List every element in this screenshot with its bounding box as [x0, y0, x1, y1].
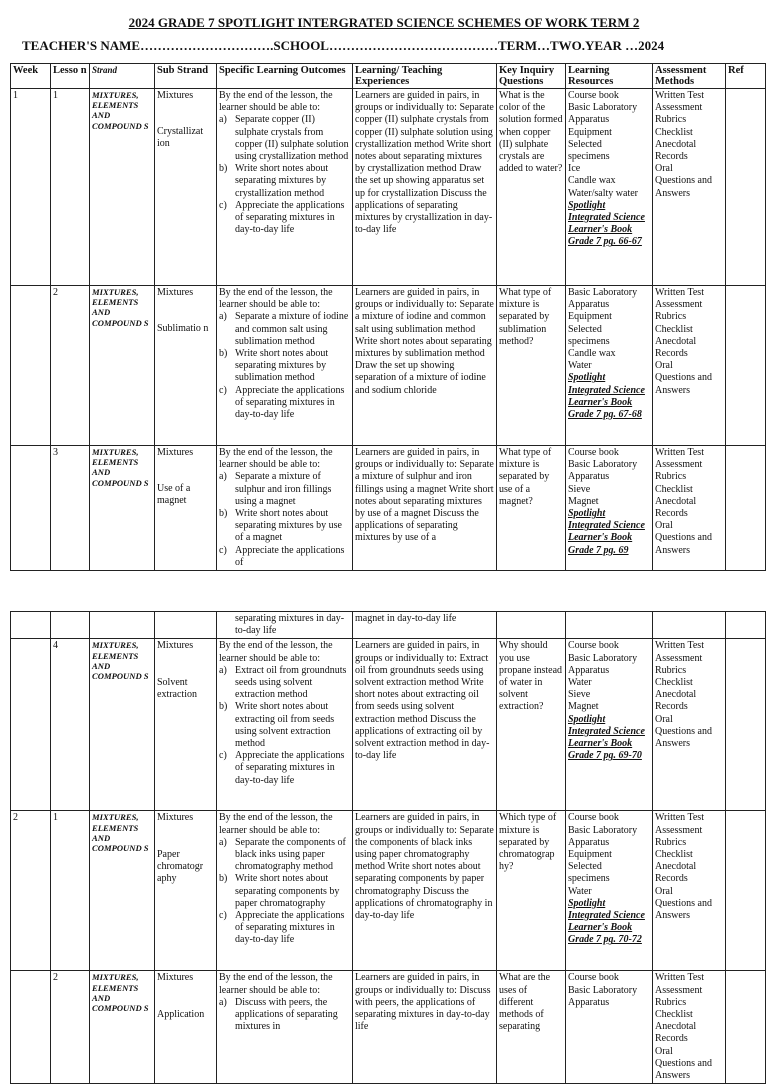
outcome-item — [219, 701, 350, 750]
table-row — [11, 446, 766, 571]
outcome-text: Write short notes about separating mixtures by sublimation method — [235, 348, 329, 384]
assessment-item: Anecdotal — [655, 335, 697, 347]
resource-item: Basic Laboratory — [568, 984, 638, 996]
cell-experiences: Learners are guided in pairs, in groups or individually to: Separate a mixture of iodine and common salt using sublimation method Write short notes about separating mixtures by sublimation method Draw the set up showing separation of a mixture of iodine and sodium chloride — [353, 286, 497, 446]
assessment-item: Answers — [655, 384, 690, 396]
sub-strand-topic: Solvent extraction — [157, 676, 197, 700]
assessment-item: Written Test — [655, 447, 704, 458]
assessment-item: Checklist — [655, 1009, 693, 1021]
resource-item: Basic Laboratory — [568, 102, 638, 114]
assessment-item: Answers — [655, 544, 690, 556]
outcome-label: b) — [219, 508, 228, 520]
cell-strand: MIXTURES, ELEMENTS AND COMPOUND S — [90, 286, 155, 446]
outcome-item — [219, 508, 350, 545]
assessment-item: Records — [655, 151, 688, 163]
table-row — [11, 811, 766, 971]
cell-ref — [726, 639, 766, 811]
cell-resources — [566, 612, 653, 639]
cell-resources — [566, 971, 653, 1084]
outcomes-intro: By the end of the lesson, the learner should be able to: — [219, 287, 333, 311]
outcome-item — [219, 750, 350, 787]
cell-sub-strand — [155, 446, 217, 571]
cell-assessment — [653, 971, 726, 1084]
outcome-label: a) — [219, 311, 227, 323]
sub-strand-topic: Crystallizat ion — [157, 126, 204, 150]
cell-week — [11, 446, 51, 571]
assessment-item: Records — [655, 508, 688, 520]
sub-strand-label: Mixtures — [157, 640, 194, 652]
outcome-text: Separate a mixture of iodine and common salt using sublimation method — [235, 311, 349, 347]
outcome-label: b) — [219, 348, 228, 360]
assessment-item: Assessment — [655, 299, 703, 311]
cell-sub-strand — [155, 286, 217, 446]
sub-strand-gap — [157, 985, 214, 1009]
assessment-item: Answers — [655, 1070, 690, 1082]
assessment-item: Questions and — [655, 532, 712, 544]
outcome-item — [219, 114, 350, 163]
outcome-label: c) — [219, 199, 227, 211]
assessment-item: Rubrics — [655, 836, 687, 848]
resource-item: specimens — [568, 335, 610, 347]
cell-resources — [566, 811, 653, 971]
outcome-text: Appreciate the applications of — [235, 544, 345, 568]
assessment-item: Rubrics — [655, 664, 687, 676]
cell-strand: MIXTURES, ELEMENTS AND COMPOUND S — [90, 89, 155, 286]
cell-sub-strand — [155, 612, 217, 639]
outcome-text: Appreciate the applications of separating mixtures in day-to-day life — [235, 910, 345, 946]
outcome-label: a) — [219, 114, 227, 126]
sub-strand-topic: Use of a magnet — [157, 483, 191, 507]
resource-item: Selected — [568, 138, 602, 150]
outcome-item — [219, 200, 350, 237]
sub-strand-label: Mixtures — [157, 90, 194, 101]
resource-item: Selected — [568, 323, 602, 335]
resource-item: Course book — [568, 640, 619, 652]
cell-inquiry: Which type of mixture is separated by chromatograp hy? — [497, 811, 566, 971]
table-row — [11, 89, 766, 286]
cell-ref — [726, 286, 766, 446]
teacher-info-line: TEACHER'S NAME………………………….SCHOOL…………………………………TERM…TWO.YEAR …2024 — [22, 38, 665, 53]
cell-inquiry: What type of mixture is separated by sublimation method? — [497, 286, 566, 446]
cell-lesson — [51, 612, 90, 639]
outcome-item — [219, 910, 350, 947]
outcome-label: c) — [219, 384, 227, 396]
sub-strand-label: Mixtures — [157, 287, 194, 298]
assessment-item: Assessment — [655, 459, 703, 471]
outcome-item — [219, 997, 350, 1034]
cell-sub-strand — [155, 89, 217, 286]
cell-resources — [566, 286, 653, 446]
header-ref: Ref — [726, 64, 766, 89]
sub-strand-label: Mixtures — [157, 812, 194, 824]
outcome-label: c) — [219, 910, 227, 922]
sub-strand-gap — [157, 459, 214, 483]
outcome-label: a) — [219, 996, 227, 1008]
assessment-item: Answers — [655, 738, 690, 750]
assessment-item: Rubrics — [655, 311, 687, 323]
assessment-item: Assessment — [655, 824, 703, 836]
cell-assessment — [653, 89, 726, 286]
cell-outcomes — [217, 286, 353, 446]
cell-ref — [726, 811, 766, 971]
table-row — [11, 639, 766, 811]
cell-outcomes — [217, 811, 353, 971]
outcomes-intro: By the end of the lesson, the learner should be able to: — [219, 972, 333, 996]
outcome-item — [219, 837, 350, 874]
assessment-item: Records — [655, 348, 688, 360]
resource-item: Candle wax — [568, 175, 616, 187]
cell-assessment — [653, 612, 726, 639]
outcomes-intro: By the end of the lesson, the learner should be able to: — [219, 90, 333, 114]
outcome-text: Appreciate the applications of separating mixtures in day-to-day life — [235, 750, 345, 786]
sub-strand-topic: Sublimatio n — [157, 323, 209, 335]
header-lesson: Lesso n — [51, 64, 90, 89]
resource-item: Equipment — [568, 849, 612, 861]
resource-item: Apparatus — [568, 664, 610, 676]
cell-strand: MIXTURES, ELEMENTS AND COMPOUND S — [90, 639, 155, 811]
assessment-item: Anecdotal — [655, 1021, 697, 1033]
outcome-label: b) — [219, 701, 228, 713]
assessment-item: Anecdotal — [655, 138, 697, 150]
resource-item: Sieve — [568, 689, 591, 701]
cell-outcomes — [217, 971, 353, 1084]
resource-item: Candle wax — [568, 348, 616, 360]
cell-strand: MIXTURES, ELEMENTS AND COMPOUND S — [90, 446, 155, 571]
outcome-item — [219, 665, 350, 702]
assessment-item: Rubrics — [655, 996, 687, 1008]
table-body-page-1 — [11, 89, 766, 571]
assessment-item: Checklist — [655, 323, 693, 335]
resource-item: Basic Laboratory — [568, 459, 638, 471]
cell-lesson: 1 — [51, 811, 90, 971]
scheme-table-page-2 — [10, 611, 766, 1084]
cell-inquiry: What type of mixture is separated by use of a magnet? — [497, 446, 566, 571]
header-inquiry: Key Inquiry Questions — [497, 64, 566, 89]
resource-item: specimens — [568, 151, 610, 163]
table-body-page-2 — [11, 612, 766, 1084]
resource-book: Spotlight Integrated Science Learner's Book Grade 7 pg. 67-68 — [568, 372, 645, 421]
resource-item: Water — [568, 677, 592, 689]
cell-ref — [726, 89, 766, 286]
resource-item: Course book — [568, 972, 619, 984]
assessment-item: Records — [655, 701, 688, 713]
header-experiences: Learning/ Teaching Experiences — [353, 64, 497, 89]
resource-item: Water — [568, 885, 592, 897]
cell-week: 1 — [11, 89, 51, 286]
assessment-item: Checklist — [655, 483, 693, 495]
outcome-text: Separate a mixture of sulphur and iron fillings using a magnet — [235, 471, 332, 507]
continuation-row — [11, 612, 766, 639]
outcome-text: Separate the components of black inks using paper chromatography method — [235, 836, 346, 873]
resource-book: Spotlight Integrated Science Learner's Book Grade 7 pg. 70-72 — [568, 897, 645, 946]
cell-ref — [726, 971, 766, 1084]
cell-lesson: 3 — [51, 446, 90, 571]
assessment-item: Assessment — [655, 652, 703, 664]
resource-item: Basic Laboratory — [568, 824, 638, 836]
cell-inquiry: What are the uses of different methods of separating — [497, 971, 566, 1084]
resource-item: Course book — [568, 90, 619, 101]
sub-strand-topic: Application — [157, 1008, 205, 1020]
resource-item: Basic Laboratory — [568, 652, 638, 664]
resource-item: Apparatus — [568, 114, 610, 126]
cell-experiences: Learners are guided in pairs, in groups or individually to: Separate the components of black inks using paper chromatography method Write short notes about separating components by paper chromatography Discuss the applications of chromatography in day-to-day life — [353, 811, 497, 971]
outcome-item — [219, 545, 350, 569]
sub-strand-label: Mixtures — [157, 447, 194, 458]
outcome-item — [219, 311, 350, 348]
outcome-label: b) — [219, 873, 228, 885]
assessment-item: Questions and — [655, 372, 712, 384]
cell-sub-strand — [155, 971, 217, 1084]
assessment-item: Oral — [655, 360, 673, 372]
cell-week — [11, 971, 51, 1084]
outcome-text: Appreciate the applications of separating mixtures in day-to-day life — [235, 199, 345, 236]
cell-outcomes — [217, 446, 353, 571]
cell-lesson: 2 — [51, 971, 90, 1084]
outcome-text: Discuss with peers, the applications of separating mixtures in — [235, 996, 338, 1033]
cell-strand: MIXTURES, ELEMENTS AND COMPOUND S — [90, 971, 155, 1084]
assessment-item: Rubrics — [655, 471, 687, 483]
header-resources: Learning Resources — [566, 64, 653, 89]
assessment-item: Oral — [655, 713, 673, 725]
cell-week: 2 — [11, 811, 51, 971]
resource-book: Spotlight Integrated Science Learner's Book Grade 7 pg. 69 — [568, 508, 645, 556]
cell-inquiry — [497, 612, 566, 639]
cell-resources — [566, 89, 653, 286]
cell-week — [11, 639, 51, 811]
resource-item: Equipment — [568, 311, 612, 323]
assessment-item: Checklist — [655, 677, 693, 689]
cell-week — [11, 286, 51, 446]
table-row — [11, 286, 766, 446]
assessment-item: Written Test — [655, 812, 704, 824]
outcome-text: Write short notes about separating components by paper chromatography — [235, 873, 340, 909]
outcome-item — [219, 385, 350, 422]
header-sub-strand: Sub Strand — [155, 64, 217, 89]
outcomes-intro: By the end of the lesson, the learner should be able to: — [219, 812, 333, 836]
cell-ref — [726, 612, 766, 639]
cell-sub-strand — [155, 639, 217, 811]
cell-sub-strand — [155, 811, 217, 971]
sub-strand-gap — [157, 102, 214, 126]
outcome-text: Write short notes about separating mixtures by use of a magnet — [235, 508, 342, 544]
cell-week — [11, 612, 51, 639]
outcome-item — [219, 348, 350, 385]
resource-item: Water — [568, 360, 592, 372]
assessment-item: Oral — [655, 1045, 673, 1057]
cell-resources — [566, 639, 653, 811]
assessment-item: Questions and — [655, 725, 712, 737]
cell-experiences: Learners are guided in pairs, in groups or individually to: Discuss with peers, the applications of separating mixtures in day-to-day life — [353, 971, 497, 1084]
sub-strand-label: Mixtures — [157, 972, 194, 984]
resource-item: Apparatus — [568, 471, 610, 483]
cell-assessment — [653, 446, 726, 571]
cell-strand: MIXTURES, ELEMENTS AND COMPOUND S — [90, 811, 155, 971]
outcome-item — [219, 471, 350, 508]
outcome-label: c) — [219, 750, 227, 762]
cell-experiences-continued: magnet in day-to-day life — [353, 612, 497, 639]
scheme-table-page-1 — [10, 63, 766, 571]
assessment-item: Checklist — [655, 126, 693, 138]
assessment-item: Anecdotal — [655, 861, 697, 873]
resource-book: Spotlight Integrated Science Learner's Book Grade 7 pg. 69-70 — [568, 713, 645, 762]
assessment-item: Rubrics — [655, 114, 687, 126]
assessment-item: Questions and — [655, 897, 712, 909]
cell-ref — [726, 446, 766, 571]
resource-item: Magnet — [568, 495, 599, 507]
assessment-item: Checklist — [655, 849, 693, 861]
outcome-label: b) — [219, 163, 228, 175]
cell-lesson: 1 — [51, 89, 90, 286]
resource-book: Spotlight Integrated Science Learner's Book Grade 7 pg. 66-67 — [568, 199, 645, 248]
outcome-label: a) — [219, 664, 227, 676]
resource-item: specimens — [568, 873, 610, 885]
resource-item: Apparatus — [568, 836, 610, 848]
assessment-item: Answers — [655, 910, 690, 922]
assessment-item: Written Test — [655, 972, 704, 984]
assessment-item: Records — [655, 873, 688, 885]
outcome-text: Extract oil from groundnuts seeds using solvent extraction method — [235, 664, 347, 701]
cell-assessment — [653, 286, 726, 446]
assessment-item: Anecdotal — [655, 495, 697, 507]
cell-experiences: Learners are guided in pairs, in groups or individually to: Separate a mixture of sulphur and iron fillings using a magnet Write short notes about separating mixtures by use of a magnet Discuss the applications of separating mixtures by use of a — [353, 446, 497, 571]
assessment-item: Oral — [655, 520, 673, 532]
resource-item: Course book — [568, 812, 619, 824]
header-assessment: Assessment Methods — [653, 64, 726, 89]
sub-strand-gap — [157, 653, 214, 677]
assessment-item: Oral — [655, 163, 673, 175]
assessment-item: Written Test — [655, 640, 704, 652]
cell-inquiry: Why should you use propane instead of water in solvent extraction? — [497, 639, 566, 811]
outcomes-intro: By the end of the lesson, the learner should be able to: — [219, 640, 333, 664]
assessment-item: Anecdotal — [655, 689, 697, 701]
resource-item: Basic Laboratory — [568, 287, 638, 298]
outcome-item — [219, 163, 350, 200]
cell-resources — [566, 446, 653, 571]
outcomes-intro: By the end of the lesson, the learner should be able to: — [219, 447, 333, 471]
assessment-item: Records — [655, 1033, 688, 1045]
cell-experiences: Learners are guided in pairs, in groups or individually to: Extract oil from groundnuts seeds using solvent extraction method Write short notes about extracting oil from seeds using solvent extraction method Discuss the applications of extracting oil by solvent extraction method in day-to-day life — [353, 639, 497, 811]
assessment-item: Questions and — [655, 175, 712, 187]
assessment-item: Written Test — [655, 287, 704, 298]
outcome-item — [219, 873, 350, 910]
assessment-item: Questions and — [655, 1057, 712, 1069]
resource-item: Apparatus — [568, 996, 610, 1008]
header-week: Week — [11, 64, 51, 89]
document-title: 2024 GRADE 7 SPOTLIGHT INTERGRATED SCIENCE SCHEMES OF WORK TERM 2 — [128, 15, 640, 30]
cell-assessment — [653, 811, 726, 971]
cell-strand — [90, 612, 155, 639]
assessment-item: Answers — [655, 187, 690, 199]
resource-item: Sieve — [568, 483, 591, 495]
sub-strand-topic: Paper chromatogr aphy — [157, 848, 204, 885]
cell-inquiry: What is the color of the solution formed when copper (II) sulphate crystals are added to water? — [497, 89, 566, 286]
outcome-text: Write short notes about separating mixtures by crystallization method — [235, 163, 329, 199]
outcome-label: a) — [219, 836, 227, 848]
cell-assessment — [653, 639, 726, 811]
table-header-row — [11, 64, 766, 89]
outcome-label: a) — [219, 471, 227, 483]
cell-experiences: Learners are guided in pairs, in groups or individually to: Separate copper (II) sulphate crystals from copper (II) sulphate solution using crystallization method Write short notes about separating mixtures by crystallization method Draw the set up showing apparatus set up for crystallization Discuss the applications of separating mixtures by crystallization in day-to-day life — [353, 89, 497, 286]
cell-outcomes — [217, 639, 353, 811]
cell-outcomes — [217, 89, 353, 286]
resource-item: Course book — [568, 447, 619, 458]
resource-item: Magnet — [568, 701, 599, 713]
outcome-text: Appreciate the applications of separating mixtures in day-to-day life — [235, 384, 345, 421]
resource-item: Ice — [568, 163, 581, 175]
outcome-text: Separate copper (II) sulphate crystals from copper (II) sulphate solution using crystallization method — [235, 114, 349, 163]
resource-item: Equipment — [568, 126, 612, 138]
header-outcomes: Specific Learning Outcomes — [217, 64, 353, 89]
table-row — [11, 971, 766, 1084]
resource-item: Selected — [568, 861, 602, 873]
outcome-label: c) — [219, 544, 227, 556]
header-strand: Strand — [90, 64, 155, 89]
assessment-item: Written Test — [655, 90, 704, 101]
resource-item: Apparatus — [568, 299, 610, 311]
resource-item: Water/salty water — [568, 187, 638, 199]
assessment-item: Assessment — [655, 984, 703, 996]
cell-lesson: 2 — [51, 286, 90, 446]
outcome-text: Write short notes about extracting oil from seeds using solvent extraction method — [235, 701, 335, 750]
cell-lesson: 4 — [51, 639, 90, 811]
assessment-item: Oral — [655, 885, 673, 897]
sub-strand-gap — [157, 825, 214, 849]
sub-strand-gap — [157, 299, 214, 323]
cell-outcomes-continued: separating mixtures in day-to-day life — [217, 612, 353, 639]
assessment-item: Assessment — [655, 102, 703, 114]
